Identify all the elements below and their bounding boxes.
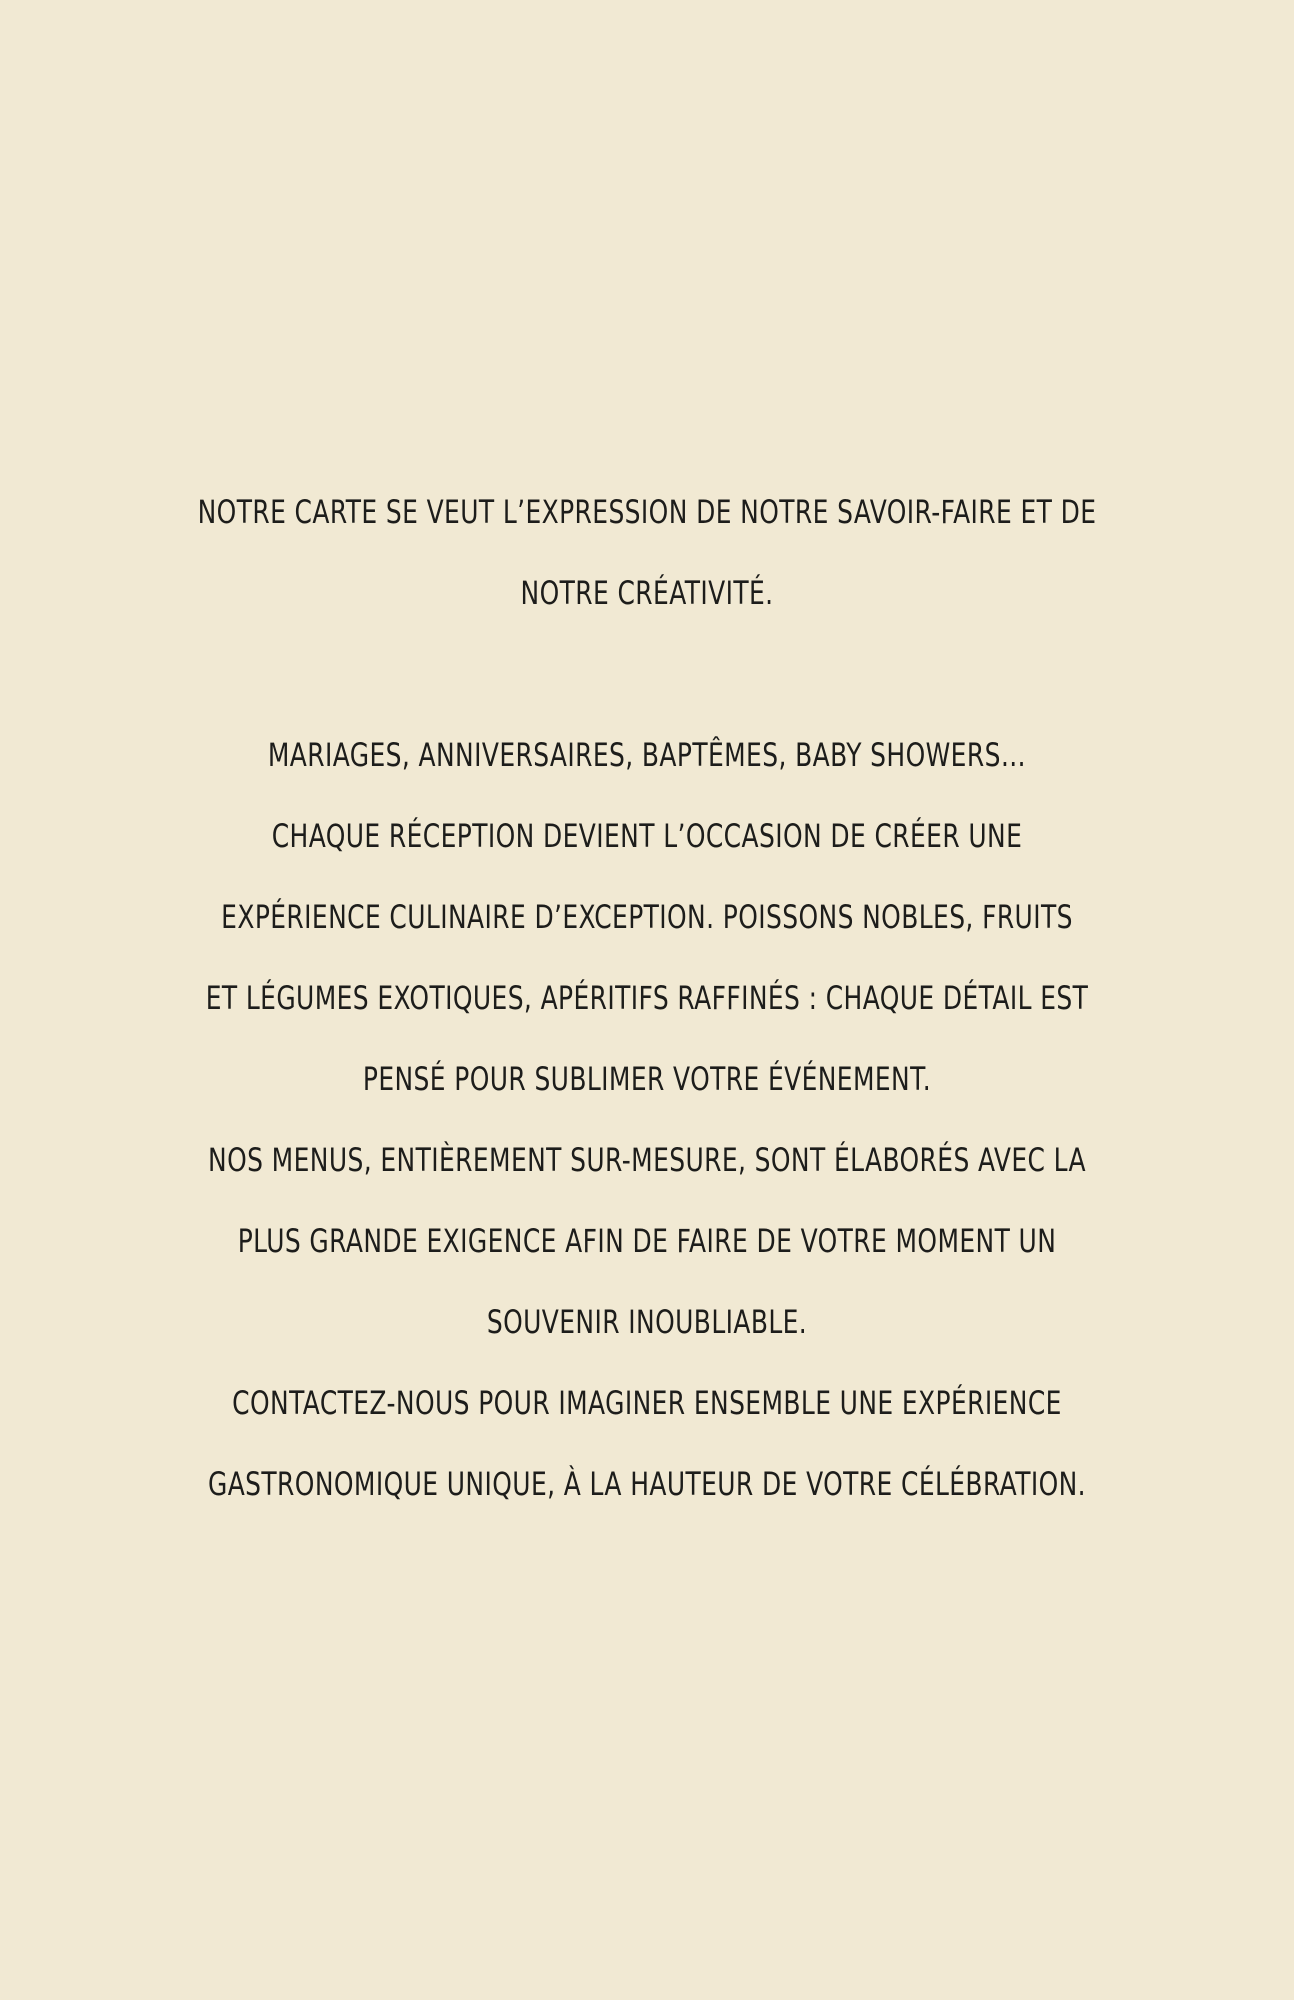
contact-line: CONTACTEZ-NOUS POUR IMAGINER ENSEMBLE UNE EXPÉRIENCE (232, 1384, 1062, 1422)
events-line: EXPÉRIENCE CULINAIRE D’EXCEPTION. POISSONS NOBLES, FRUITS (221, 898, 1073, 936)
events-line: ET LÉGUMES EXOTIQUES, APÉRITIFS RAFFINÉS : CHAQUE DÉTAIL EST (205, 979, 1089, 1017)
main-text-block (197, 472, 1097, 1525)
events-line: PENSÉ POUR SUBLIMER VOTRE ÉVÉNEMENT. (362, 1060, 932, 1098)
events-line: MARIAGES, ANNIVERSAIRES, BAPTÊMES, BABY SHOWERS… (267, 736, 1027, 774)
intro-paragraph (197, 472, 1097, 634)
events-paragraph (197, 715, 1097, 1120)
contact-line: GASTRONOMIQUE UNIQUE, À LA HAUTEUR DE VOTRE CÉLÉBRATION. (207, 1465, 1087, 1503)
menus-line: SOUVENIR INOUBLIABLE. (486, 1303, 808, 1341)
menus-line: NOS MENUS, ENTIÈREMENT SUR-MESURE, SONT ÉLABORÉS AVEC LA (208, 1141, 1086, 1179)
intro-line: NOTRE CARTE SE VEUT L’EXPRESSION DE NOTRE SAVOIR-FAIRE ET DE (197, 493, 1097, 531)
events-line: CHAQUE RÉCEPTION DEVIENT L’OCCASION DE CRÉER UNE (271, 817, 1023, 855)
paragraph-spacer (197, 634, 1097, 715)
menus-line: PLUS GRANDE EXIGENCE AFIN DE FAIRE DE VOTRE MOMENT UN (237, 1222, 1057, 1260)
menus-paragraph (197, 1120, 1097, 1363)
intro-line: NOTRE CRÉATIVITÉ. (520, 574, 774, 612)
contact-paragraph (197, 1363, 1097, 1525)
